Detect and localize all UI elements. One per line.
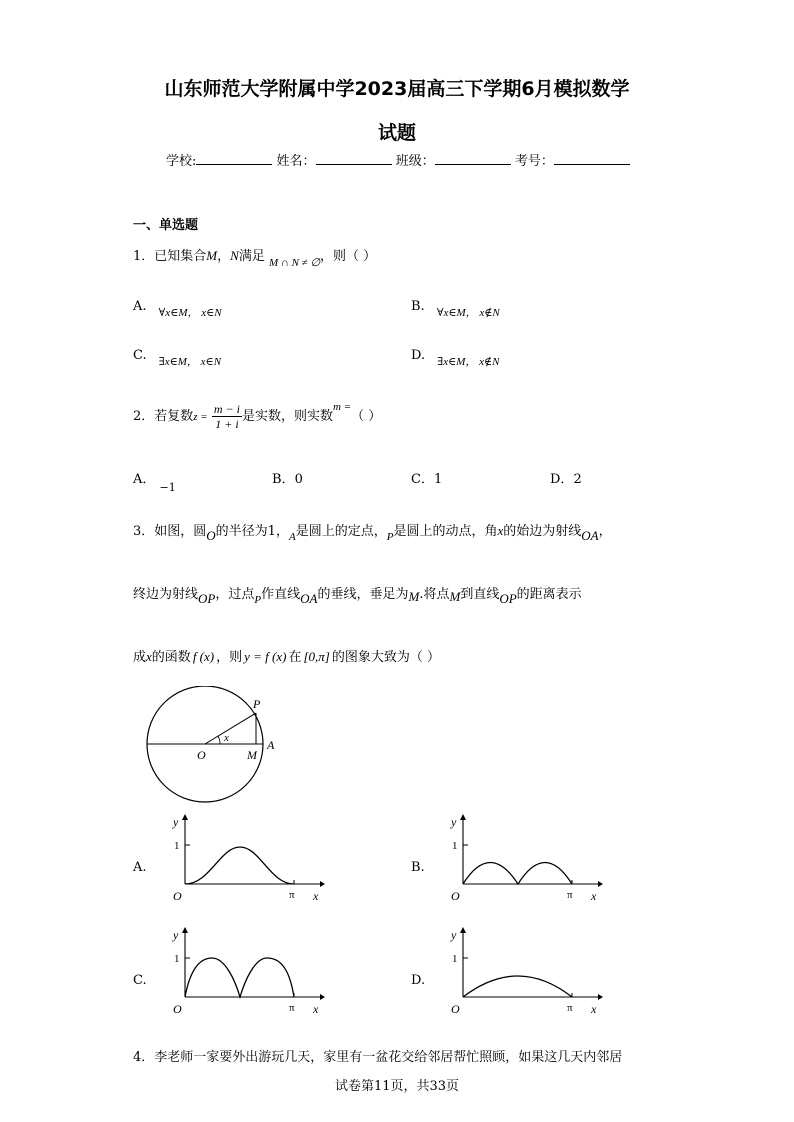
text: 在: [288, 650, 302, 665]
page-footer: 试卷第11页，共33页: [334, 1079, 460, 1094]
unit-circle-figure: [140, 686, 280, 804]
question-3-line-1: [133, 520, 612, 543]
question-4: 4．李老师一家要外出游玩几天，家里有一盆花交给邻居帮忙照顾，如果这几天内邻居: [133, 1050, 623, 1065]
text: 的图象大致为（ ）: [331, 650, 441, 665]
label-m: M: [247, 748, 257, 762]
class-blank: [435, 152, 511, 165]
math: y = f (x): [244, 649, 287, 664]
option-letter: C．: [411, 472, 434, 487]
name-label: 姓名：: [276, 154, 316, 169]
math: OP: [198, 591, 216, 606]
question-3-line-2: [133, 583, 582, 606]
math: M: [408, 589, 420, 604]
label-x: x: [224, 732, 229, 744]
graph-option-a[interactable]: [165, 812, 325, 904]
tick-pi-label: π: [567, 889, 573, 901]
axis-x-label: x: [313, 889, 319, 903]
option-text: ∃x∈M， x∉N: [437, 356, 500, 368]
section-heading: 一、单选题: [133, 218, 199, 233]
option-text: 2: [573, 472, 582, 487]
q1-set-n: N: [230, 248, 239, 263]
label-o: O: [197, 748, 206, 762]
text: ，则: [216, 650, 243, 665]
option-letter: C.: [133, 348, 147, 363]
math: OA: [581, 528, 599, 543]
text: 的函数: [151, 650, 191, 665]
page-title-line2: 试题: [377, 122, 416, 144]
curve: [185, 847, 294, 884]
tick-1-label: 1: [452, 953, 458, 965]
graph-axes: [460, 927, 603, 1000]
text: 3．如图，圆: [133, 524, 207, 539]
q1-set-m: M: [206, 248, 218, 263]
graph-axes: [182, 927, 325, 1000]
q2-z-eq: z =: [193, 411, 208, 423]
angle-arc: [218, 736, 220, 744]
info-fields: [166, 150, 630, 169]
q1-option-a[interactable]: [133, 298, 222, 319]
axis-y-label: y: [451, 815, 457, 829]
curve: [185, 958, 294, 997]
graph-option-c[interactable]: [165, 925, 325, 1017]
origin-label: O: [173, 1002, 182, 1016]
q3-option-b-label[interactable]: B.: [411, 860, 425, 875]
text: 作直线: [261, 587, 301, 602]
fraction-denominator: 1 + i: [215, 417, 239, 431]
axis-y-label: y: [173, 928, 179, 942]
page-title: 山东师范大学附属中学2023届高三下学期6月模拟数学: [164, 78, 630, 100]
math: M: [449, 589, 461, 604]
q2-option-d[interactable]: [550, 468, 582, 487]
question-2: [133, 402, 381, 431]
text: 的距离表示: [516, 587, 582, 602]
graph-option-d[interactable]: [443, 925, 603, 1017]
text: 成: [133, 650, 147, 665]
axis-x-label: x: [591, 889, 597, 903]
q1-suffix: ，则（ ）: [320, 249, 377, 264]
q2-mid: 是实数，则实数: [242, 409, 334, 424]
text: ，: [598, 524, 612, 539]
q1-condition: M ∩ N ≠ ∅: [268, 257, 321, 269]
label-p: P: [253, 697, 261, 711]
question-1: [133, 245, 377, 269]
q1-prefix: 1．已知集合: [133, 249, 207, 264]
class-label: 班级：: [395, 154, 435, 169]
text: 的垂线，垂足为: [317, 587, 409, 602]
tick-1-label: 1: [174, 953, 180, 965]
axis-x-label: x: [313, 1002, 319, 1016]
math: x: [146, 649, 152, 664]
math: P: [254, 594, 262, 606]
option-text: ∀x∈M， x∈N: [158, 307, 222, 319]
school-label: 学校:: [166, 154, 197, 169]
q2-m-eq: m =: [333, 401, 352, 413]
q2-option-c[interactable]: [411, 468, 442, 487]
text: 的始边为射线: [503, 524, 582, 539]
option-letter: A．: [133, 472, 156, 487]
math: f (x): [192, 649, 215, 664]
curve: [463, 976, 572, 997]
q1-mid: 满足: [238, 249, 265, 264]
ray-op: [205, 713, 256, 744]
name-blank: [316, 152, 392, 165]
math: OP: [499, 591, 517, 606]
math: A: [288, 531, 296, 543]
option-letter: D.: [411, 348, 426, 363]
q1-comma: ，: [217, 249, 231, 264]
math: x: [497, 523, 504, 538]
curve: [463, 863, 572, 885]
tick-pi-label: π: [567, 1002, 573, 1014]
fraction-numerator: m − i: [213, 402, 240, 416]
q2-fraction: [212, 402, 242, 431]
q2-prefix: 2．若复数: [133, 409, 194, 424]
text: ，过点: [215, 587, 255, 602]
tick-1-label: 1: [452, 840, 458, 852]
text: .将点: [419, 587, 450, 602]
tick-1-label: 1: [174, 840, 180, 852]
axis-x-label: x: [591, 1002, 597, 1016]
option-text: 1: [433, 472, 443, 487]
label-a: A: [267, 738, 275, 752]
q2-suffix: （ ）: [351, 409, 382, 424]
math: OA: [300, 591, 318, 606]
q2-option-b[interactable]: [272, 468, 303, 487]
q3-option-d-label[interactable]: D.: [411, 973, 426, 988]
q1-option-c[interactable]: [133, 347, 222, 368]
option-letter: B.: [411, 299, 425, 314]
axis-y-label: y: [451, 928, 457, 942]
axis-y-label: y: [173, 815, 179, 829]
q1-option-b[interactable]: [411, 298, 500, 319]
origin-label: O: [173, 889, 182, 903]
text: 终边为射线: [133, 587, 199, 602]
text: 的半径为1，: [215, 524, 289, 539]
q3-option-c-label[interactable]: C.: [133, 973, 147, 988]
math: O: [206, 528, 216, 543]
option-letter: D．: [550, 472, 574, 487]
exam-number-label: 考号：: [514, 154, 554, 169]
q1-option-d[interactable]: [411, 347, 500, 368]
text: 是圆上的动点，角: [393, 524, 498, 539]
origin-label: O: [451, 889, 460, 903]
graph-axes: [460, 814, 603, 887]
text: 到直线: [460, 587, 500, 602]
tick-pi-label: π: [289, 1002, 295, 1014]
q3-option-a-label[interactable]: A.: [133, 860, 147, 875]
option-text: ∀x∈M， x∉N: [436, 307, 500, 319]
text: 是圆上的定点，: [295, 524, 387, 539]
option-letter: A.: [133, 299, 147, 314]
option-text: 0: [294, 472, 303, 487]
option-letter: B．: [272, 472, 295, 487]
tick-pi-label: π: [289, 889, 295, 901]
exam-number-blank: [554, 152, 630, 165]
origin-label: O: [451, 1002, 460, 1016]
question-3-line-3: [133, 646, 440, 665]
option-text: −1: [159, 481, 176, 494]
q2-option-a[interactable]: [133, 468, 176, 494]
math: [0,π]: [303, 649, 330, 664]
graph-option-b[interactable]: [443, 812, 603, 904]
school-blank: [196, 152, 272, 165]
option-text: ∃x∈M， x∈N: [158, 356, 222, 368]
math: P: [386, 531, 394, 543]
